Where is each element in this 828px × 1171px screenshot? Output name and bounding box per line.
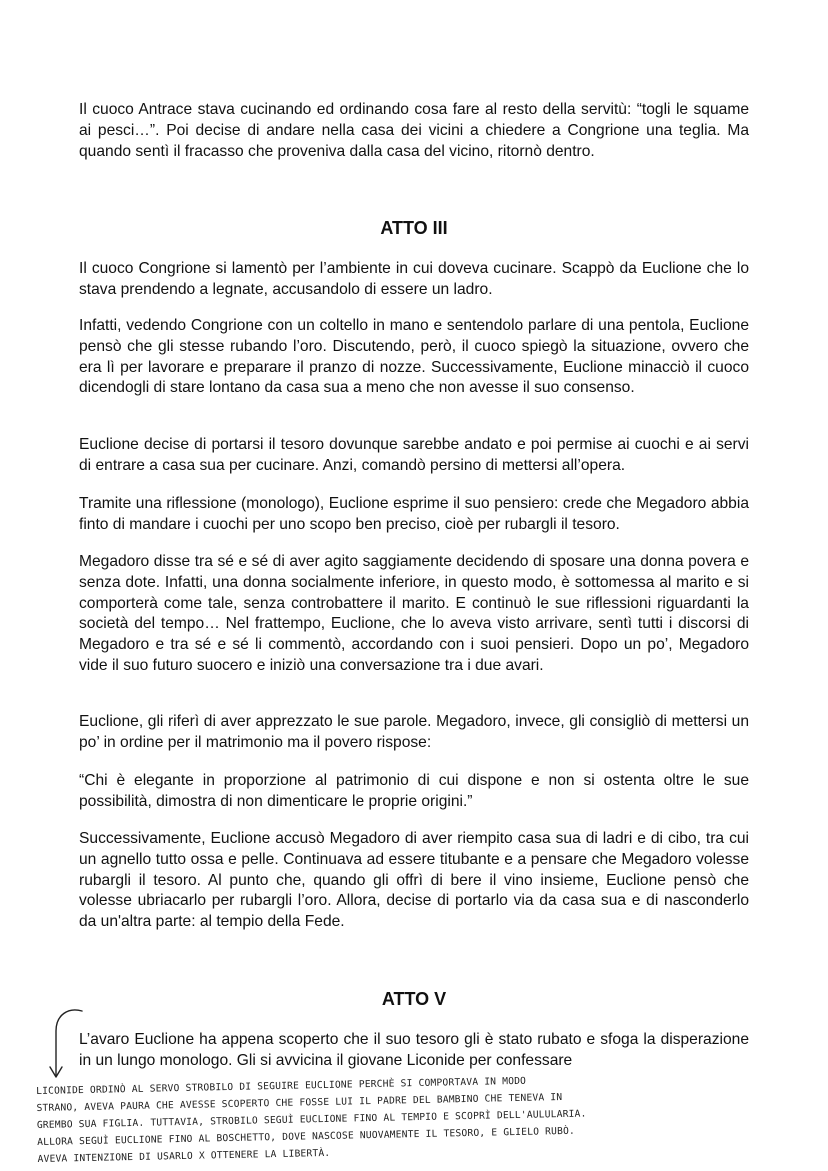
heading-atto-v: ATTO V (381, 989, 447, 1009)
handwritten-line: ALLORA SEGUÌ EUCLIONE FINO AL BOSCHETTO, DOVE NASCOSE NUOVAMENTE IL TESORO, E GLIELO RUBÒ. (37, 1125, 576, 1148)
handwritten-line: GREMBO SUA FIGLIA. TUTTAVIA, STROBILO SEGUÌ EUCLIONE FINO AL TEMPIO E SCOPRÌ DELL'AULULARIA. (36, 1108, 587, 1131)
heading-atto-iii: ATTO III (380, 218, 448, 238)
handwritten-line: AVEVA INTENZIONE DI USARLO X OTTENERE LA LIBERTÀ. (37, 1147, 331, 1165)
handwritten-line: STRANO, AVEVA PAURA CHE AVESSE SCOPERTO CHE FOSSE LUI IL PADRE DEL BAMBINO CHE TENEVA IN (36, 1091, 563, 1114)
handwritten-arrow-icon (42, 1005, 92, 1085)
paragraph-intro: Il cuoco Antrace stava cucinando ed ordinando cosa fare al resto della servitù: “togli le squame ai pesci…”. Poi decise di andare nella casa dei vicini a chiedere a Congrione una teglia. Ma quando sentì il fracasso che proveniva dalla casa del vicino, ritornò dentro. (79, 101, 749, 160)
act3-paragraph-3: Euclione decise di portarsi il tesoro dovunque sarebbe andato e poi permise ai cuochi e ai servi di entrare a casa sua per cucinare. Anzi, comandò persino di mettersi all’opera. (79, 436, 749, 474)
act3-paragraph-quote: “Chi è elegante in proporzione al patrimonio di cui dispone e non si ostenta oltre le sue possibilità, dimostra di non dimenticare le proprie origini.” (79, 772, 749, 810)
act3-paragraph-1: Il cuoco Congrione si lamentò per l’ambiente in cui doveva cucinare. Scappò da Euclione che lo stava prendendo a legnate, accusandolo di essere un ladro. (79, 260, 749, 298)
act3-paragraph-4: Tramite una riflessione (monologo), Euclione esprime il suo pensiero: crede che Megadoro abbia finto di mandare i cuochi per uno scopo ben preciso, cioè per rubargli il tesoro. (79, 495, 749, 533)
act3-paragraph-5: Megadoro disse tra sé e sé di aver agito saggiamente decidendo di sposare una donna povera e senza dote. Infatti, una donna socialmente inferiore, in questo modo, è sottomessa al marito e si comporterà come tale, senza controbattere il marito. E continuò le sue riflessioni riguardanti la società del tempo… Nel frattempo, Euclione, che lo aveva visto arrivare, sentì tutti i discorsi di Megadoro e tra sé e sé li commentò, accordando con i suoi pensieri. Dopo un po’, Megadoro vide il suo futuro suocero e iniziò una conversazione tra i due avari. (79, 553, 749, 674)
act5-paragraph-1: L’avaro Euclione ha appena scoperto che il suo tesoro gli è stato rubato e sfoga la disperazione in un lungo monologo. Gli si avvicina il giovane Liconide per confessare (79, 1031, 749, 1069)
act3-paragraph-2: Infatti, vedendo Congrione con un coltello in mano e sentendolo parlare di una pentola, Euclione pensò che gli stesse rubando l’oro. Discutendo, però, il cuoco spiegò la situazione, ovvero che era lì per lavorare e preparare il pranzo di nozze. Successivamente, Euclione minacciò il cuoco dicendogli di stare lontano da casa sua a meno che non avesse il suo consenso. (79, 317, 749, 397)
handwritten-line: LICONIDE ORDINÒ AL SERVO STROBILO DI SEGUIRE EUCLIONE PERCHÈ SI COMPORTAVA IN MODO (36, 1075, 527, 1097)
act3-paragraph-7: Successivamente, Euclione accusò Megadoro di aver riempito casa sua di ladri e di cibo, tra cui un agnello tutto ossa e pelle. Continuava ad essere titubante e a pensare che Megadoro volesse rubargli il tesoro. Al punto che, quando gli offrì di bere il vino insieme, Euclione pensò che volesse ubriacarlo per rubargli l’oro. Allora, decise di portarlo via da casa sua e di nasconderlo da un'altra parte: al tempio della Fede. (79, 830, 749, 931)
handwritten-note (36, 1067, 818, 1168)
act3-paragraph-6: Euclione, gli riferì di aver apprezzato le sue parole. Megadoro, invece, gli consigliò di mettersi un po’ in ordine per il matrimonio ma il povero rispose: (79, 713, 749, 751)
